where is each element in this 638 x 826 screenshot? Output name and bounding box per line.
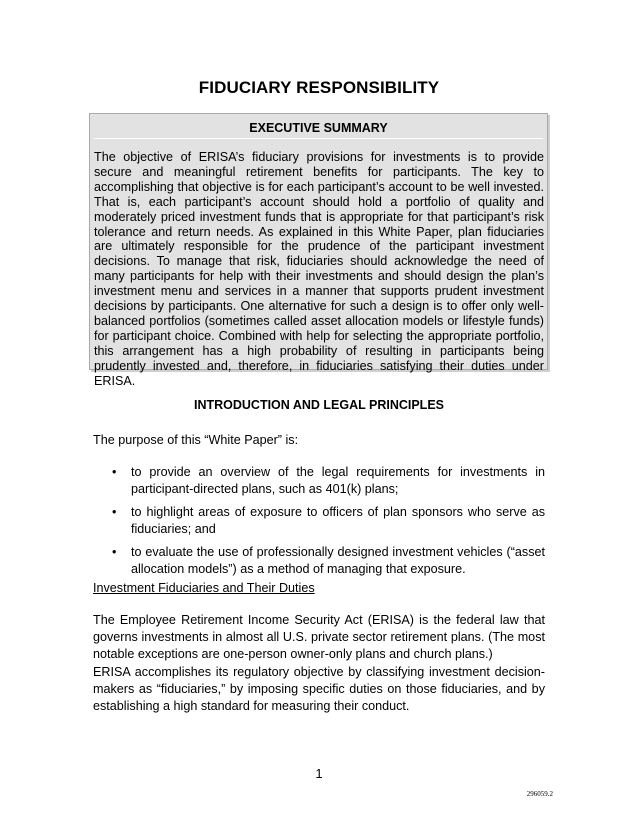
- bullet-icon: •: [112, 505, 117, 519]
- executive-summary-text: The objective of ERISA’s fiduciary provisions for investments is to provide secure and meaningful retirement benefits for participants. The key to accomplishing that objective is for each participant’s account to be well invested. That is, each participant’s account should hold a portfolio of quality and moderately priced investment funds that is appropriate for that participant’s risk tolerance and return needs. As explained in this White Paper, plan fiduciaries are ultimately responsible for the prudence of the participant investment decisions. To manage that risk, fiduciaries should acknowledge the need of many participants for help with their investments and should design the plan’s investment menu and services in a manner that supports prudent investment decisions by participants. One alternative for such a design is to offer only well-balanced portfolios (sometimes called asset allocation models or lifestyle funds) for participant choice. Combined with help for selecting the appropriate portfolio, this arrangement has a high probability of resulting in participants being prudently invested and, therefore, in fiduciaries satisfying their duties under ERISA.: [94, 150, 544, 388]
- list-item-text: to highlight areas of exposure to officers of plan sponsors who serve as fiduciaries; and: [131, 505, 545, 536]
- list-item: [93, 544, 545, 578]
- bullet-icon: •: [112, 465, 117, 479]
- purpose-statement: The purpose of this “White Paper” is:: [93, 433, 299, 447]
- list-item-text: to provide an overview of the legal requirements for investments in participant-directed plans, such as 401(k) plans;: [131, 465, 545, 496]
- page-number: 1: [315, 766, 323, 781]
- document-title: FIDUCIARY RESPONSIBILITY: [198, 78, 440, 97]
- bullet-icon: •: [112, 545, 117, 559]
- summary-divider: [94, 138, 543, 139]
- erisa-objective-paragraph: ERISA accomplishes its regulatory objective by classifying investment decision-makers as “fiduciaries,” by imposing specific duties on those fiduciaries, and by establishing a high standard for measuring their conduct.: [93, 665, 545, 713]
- document-id: 296059.2: [526, 790, 553, 798]
- list-item-text: to evaluate the use of professionally designed investment vehicles (“asset allocation models”) as a method of managing that exposure.: [131, 545, 545, 576]
- executive-summary-heading: EXECUTIVE SUMMARY: [249, 121, 388, 135]
- list-item: [93, 504, 545, 538]
- purpose-list: [93, 464, 545, 584]
- investment-fiduciaries-heading: Investment Fiduciaries and Their Duties: [93, 581, 315, 595]
- erisa-definition-paragraph: The Employee Retirement Income Security Act (ERISA) is the federal law that governs investments in almost all U.S. private sector retirement plans. (The most notable exceptions are one-person owner-only plans and church plans.): [93, 613, 545, 661]
- introduction-heading: INTRODUCTION AND LEGAL PRINCIPLES: [193, 398, 444, 412]
- list-item: [93, 464, 545, 498]
- executive-summary-box: [89, 113, 548, 388]
